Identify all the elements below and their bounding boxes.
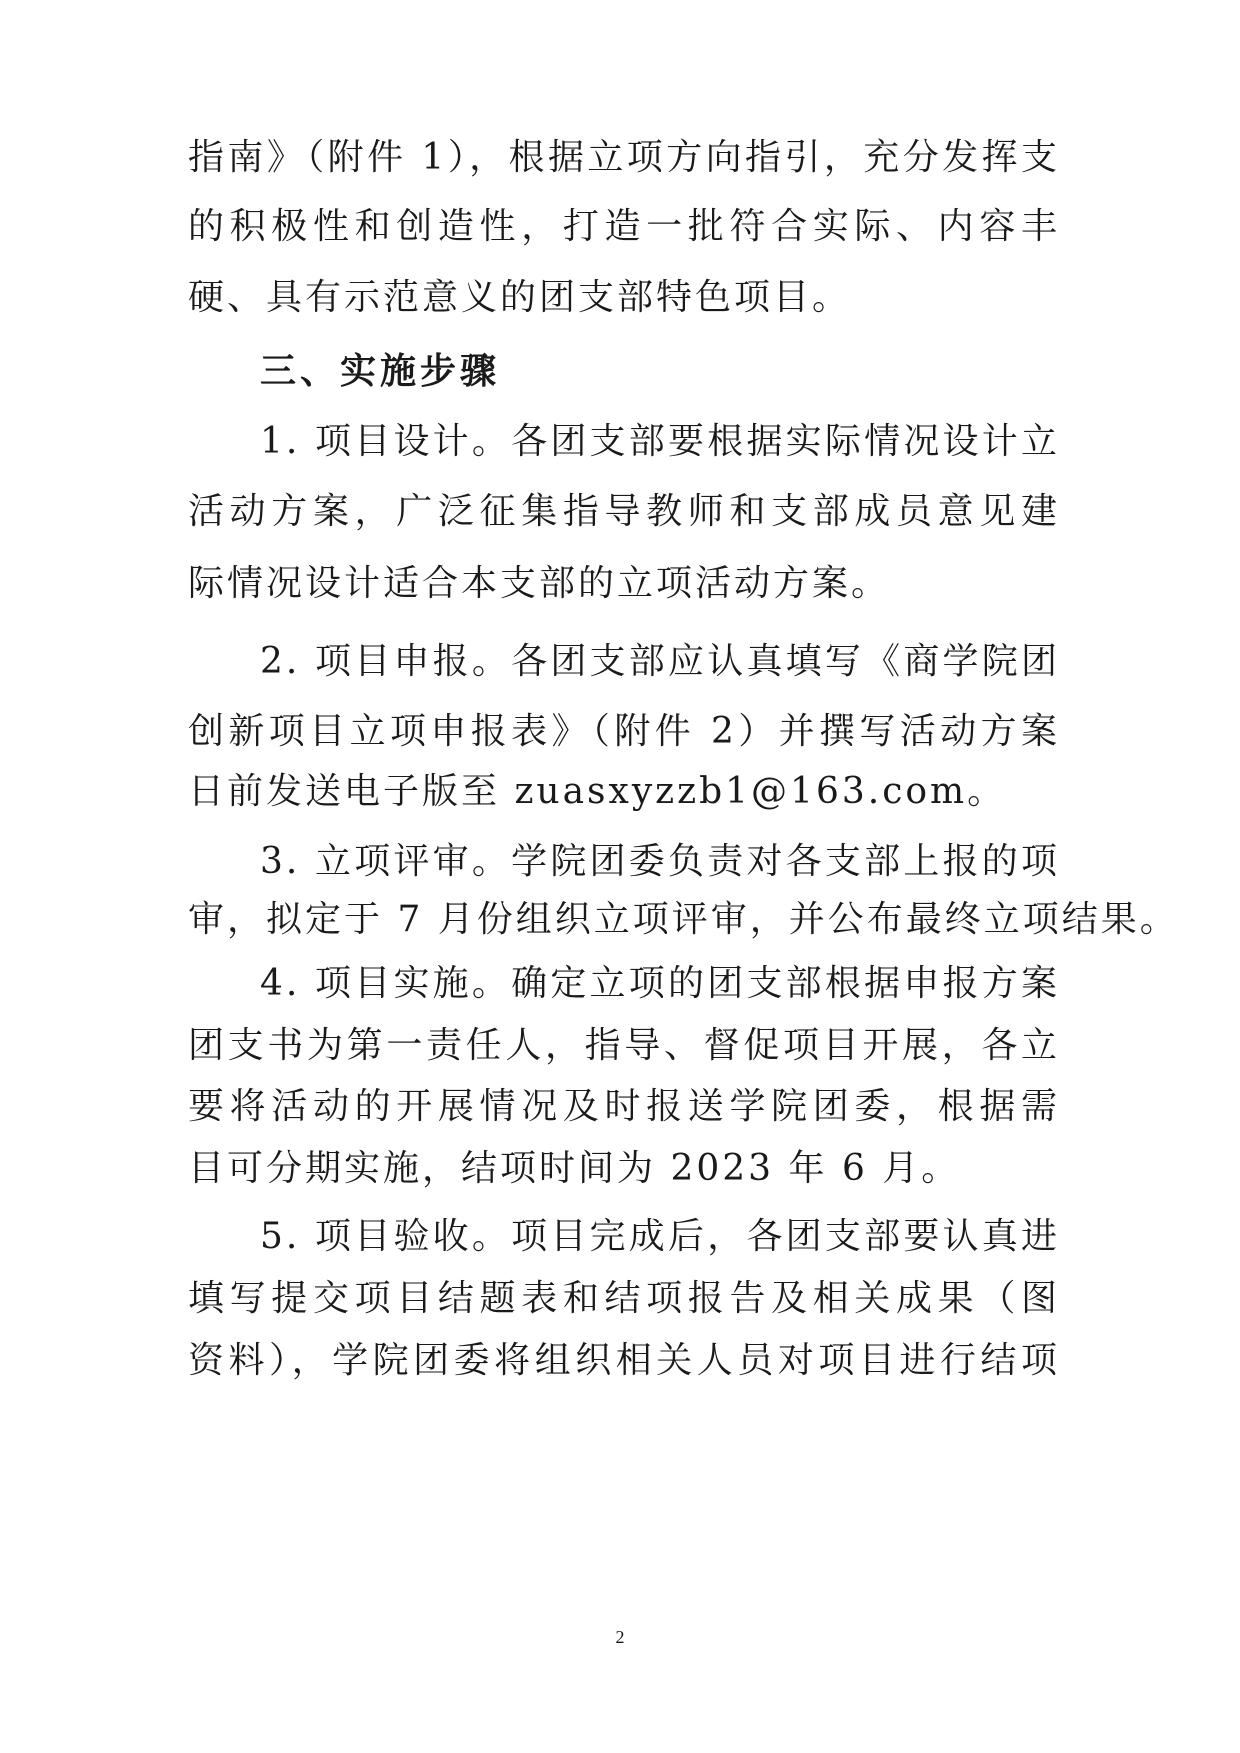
- paragraph-line: 资料），学院团委将组织相关人员对项目进行结项: [188, 1340, 1060, 1381]
- paragraph-line: 指南》（附件 1），根据立项方向指引，充分发挥支: [188, 137, 1060, 178]
- paragraph-line: 日前发送电子版至 zuasxyzzb1@163.com。: [188, 771, 1007, 812]
- paragraph-line: 创新项目立项申报表》（附件 2）并撰写活动方案: [188, 711, 1060, 752]
- paragraph-line: 际情况设计适合本支部的立项活动方案。: [188, 563, 891, 604]
- paragraph-line: 目可分期实施，结项时间为 2023 年 6 月。: [188, 1148, 961, 1189]
- paragraph-line: 4. 项目实施。确定立项的团支部根据申报方案: [260, 963, 1060, 1004]
- paragraph-line: 要将活动的开展情况及时报送学院团委，根据需: [188, 1086, 1060, 1127]
- paragraph-line: 2. 项目申报。各团支部应认真填写《商学院团: [260, 641, 1060, 682]
- paragraph-line: 审，拟定于 7 月份组织立项评审，并公布最终立项结果。: [188, 899, 1179, 940]
- section-heading: 三、实施步骤: [260, 351, 501, 392]
- paragraph-line: 活动方案，广泛征集指导教师和支部成员意见建: [188, 491, 1060, 532]
- paragraph-line: 团支书为第一责任人，指导、督促项目开展，各立: [188, 1025, 1060, 1066]
- paragraph-line: 5. 项目验收。项目完成后，各团支部要认真进: [260, 1216, 1060, 1257]
- paragraph-line: 填写提交项目结题表和结项报告及相关成果（图: [188, 1278, 1060, 1319]
- paragraph-line: 的积极性和创造性，打造一批符合实际、内容丰: [188, 206, 1060, 247]
- paragraph-line: 1. 项目设计。各团支部要根据实际情况设计立: [260, 421, 1060, 462]
- paragraph-line: 3. 立项评审。学院团委负责对各支部上报的项: [260, 841, 1060, 882]
- page-number: 2: [615, 1627, 625, 1647]
- paragraph-line: 硬、具有示范意义的团支部特色项目。: [188, 277, 852, 318]
